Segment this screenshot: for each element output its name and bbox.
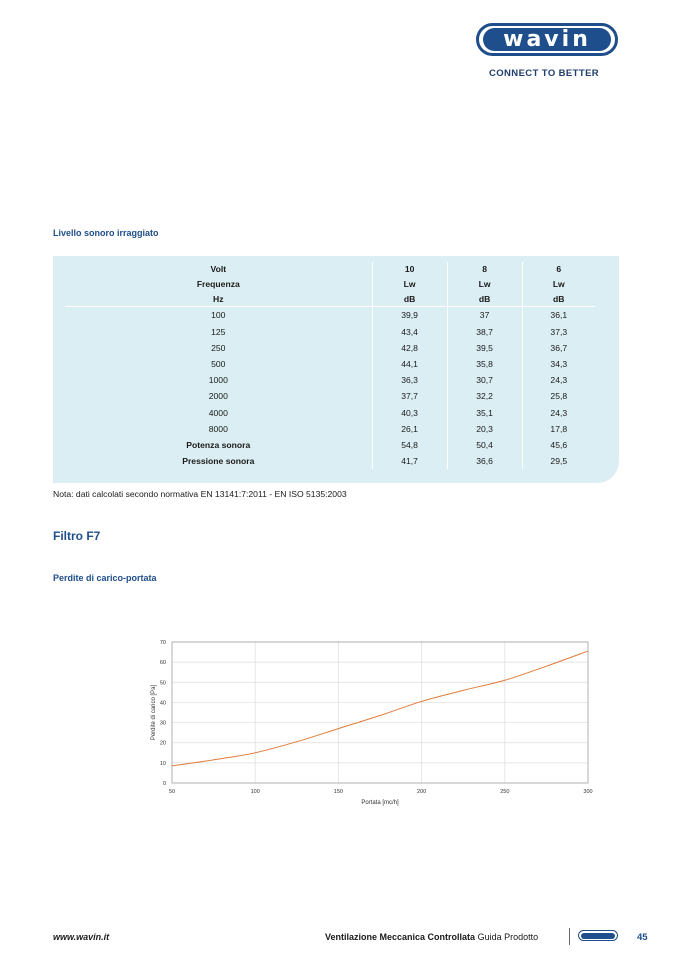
table-cell: 38,7 (447, 324, 522, 340)
series-line (172, 651, 588, 766)
wavin-logo-mark: wavin (483, 28, 611, 51)
table-body (65, 307, 595, 469)
y-tick-label: 60 (159, 660, 166, 667)
footer-title (325, 932, 538, 942)
footer-url[interactable]: www.wavin.it (53, 932, 110, 942)
table-cell: 42,8 (372, 340, 447, 356)
table-cell: 32,2 (447, 388, 522, 404)
y-tick-label: 0 (162, 781, 166, 787)
y-tick-label: 50 (159, 680, 166, 687)
table-cell: 37 (447, 307, 522, 324)
table-cell: 37,7 (372, 388, 447, 404)
table-row (65, 372, 595, 388)
header-cell: Hz (65, 292, 372, 307)
y-tick-label: 30 (159, 720, 166, 727)
table-cell: 25,8 (522, 388, 595, 404)
table-row (65, 388, 595, 404)
header-cell: Lw (372, 277, 447, 292)
row-label: Pressione sonora (182, 456, 255, 467)
filter-title: Filtro F7 (53, 529, 101, 543)
table-row (65, 324, 595, 340)
page-number: 45 (637, 932, 648, 943)
table-cell: 24,3 (522, 405, 595, 421)
row-label: Potenza sonora (186, 439, 251, 450)
table-cell: 35,1 (447, 405, 522, 421)
x-tick-label: 50 (168, 789, 176, 795)
row-label: 500 (211, 359, 226, 370)
wavin-logo (476, 23, 618, 56)
x-tick-label: 300 (583, 789, 593, 795)
footer-title-normal: Guida Prodotto (477, 932, 539, 942)
header-cell: 8 (447, 262, 522, 277)
row-label: 250 (211, 342, 226, 353)
table-cell: 29,5 (522, 453, 595, 469)
row-label: 125 (211, 326, 226, 337)
header-cell: Lw (522, 277, 595, 292)
header-cell: dB (372, 292, 447, 307)
table-cell: 30,7 (447, 372, 522, 388)
table-row (65, 437, 595, 453)
table-cell: 20,3 (447, 421, 522, 437)
tagline: CONNECT TO BETTER (489, 68, 600, 79)
header-cell: dB (522, 292, 595, 307)
plot-area-frame (172, 642, 588, 783)
row-label: 100 (211, 310, 226, 321)
y-tick-label: 70 (159, 640, 166, 646)
sound-level-title: Livello sonoro irraggiato (53, 228, 159, 238)
y-axis-label: Perdite di carico [Pa] (151, 684, 157, 741)
x-axis-label: Portata [mc/h] (361, 800, 399, 806)
header-cell: 6 (522, 262, 595, 277)
footer-divider (569, 928, 570, 945)
table-cell: 44,1 (372, 356, 447, 372)
calculation-note: Nota: dati calcolati secondo normativa EN 13141:7:2011 - EN ISO 5135:2003 (53, 489, 347, 499)
sound-level-table-box (53, 256, 619, 483)
table-cell: 26,1 (372, 421, 447, 437)
table-cell: 54,8 (372, 437, 447, 453)
table-cell: 34,3 (522, 356, 595, 372)
header-cell: 10 (372, 262, 447, 277)
x-tick-label: 200 (417, 789, 427, 795)
table-row (65, 405, 595, 421)
header-cell: Frequenza (196, 279, 240, 290)
x-tick-label: 250 (500, 789, 510, 795)
table-cell: 45,6 (522, 437, 595, 453)
table-cell: 39,9 (372, 307, 447, 324)
row-label: 2000 (208, 391, 228, 402)
y-tick-label: 40 (159, 700, 166, 707)
row-label: 8000 (208, 423, 228, 434)
header-cell: Volt (210, 264, 227, 275)
footer-title-bold: Ventilazione Meccanica Controllata (325, 932, 476, 942)
pressure-loss-chart (140, 634, 600, 814)
table-header (65, 262, 595, 307)
header-cell: dB (447, 292, 522, 307)
table-cell: 43,4 (372, 324, 447, 340)
table-cell: 35,8 (447, 356, 522, 372)
footer-wavin-logo (578, 930, 618, 941)
table-cell: 24,3 (522, 372, 595, 388)
table-cell: 17,8 (522, 421, 595, 437)
table-cell: 41,7 (372, 453, 447, 469)
x-tick-label: 150 (333, 789, 343, 795)
table-cell: 36,3 (372, 372, 447, 388)
table-cell: 50,4 (447, 437, 522, 453)
sound-level-table (65, 262, 595, 469)
table-cell: 39,5 (447, 340, 522, 356)
table-row (65, 356, 595, 372)
table-cell: 40,3 (372, 405, 447, 421)
table-row (65, 453, 595, 469)
table-cell: 36,1 (522, 307, 595, 324)
table-cell: 36,7 (522, 340, 595, 356)
pressure-loss-title: Perdite di carico-portata (53, 573, 157, 583)
table-row (65, 421, 595, 437)
row-label: 1000 (208, 375, 228, 386)
y-tick-label: 10 (159, 760, 166, 767)
row-label: 4000 (208, 407, 228, 418)
table-row (65, 307, 595, 324)
table-cell: 37,3 (522, 324, 595, 340)
header-cell: Lw (447, 277, 522, 292)
table-cell: 36,6 (447, 453, 522, 469)
y-tick-label: 20 (159, 740, 166, 747)
table-row (65, 340, 595, 356)
x-tick-label: 100 (250, 789, 260, 795)
